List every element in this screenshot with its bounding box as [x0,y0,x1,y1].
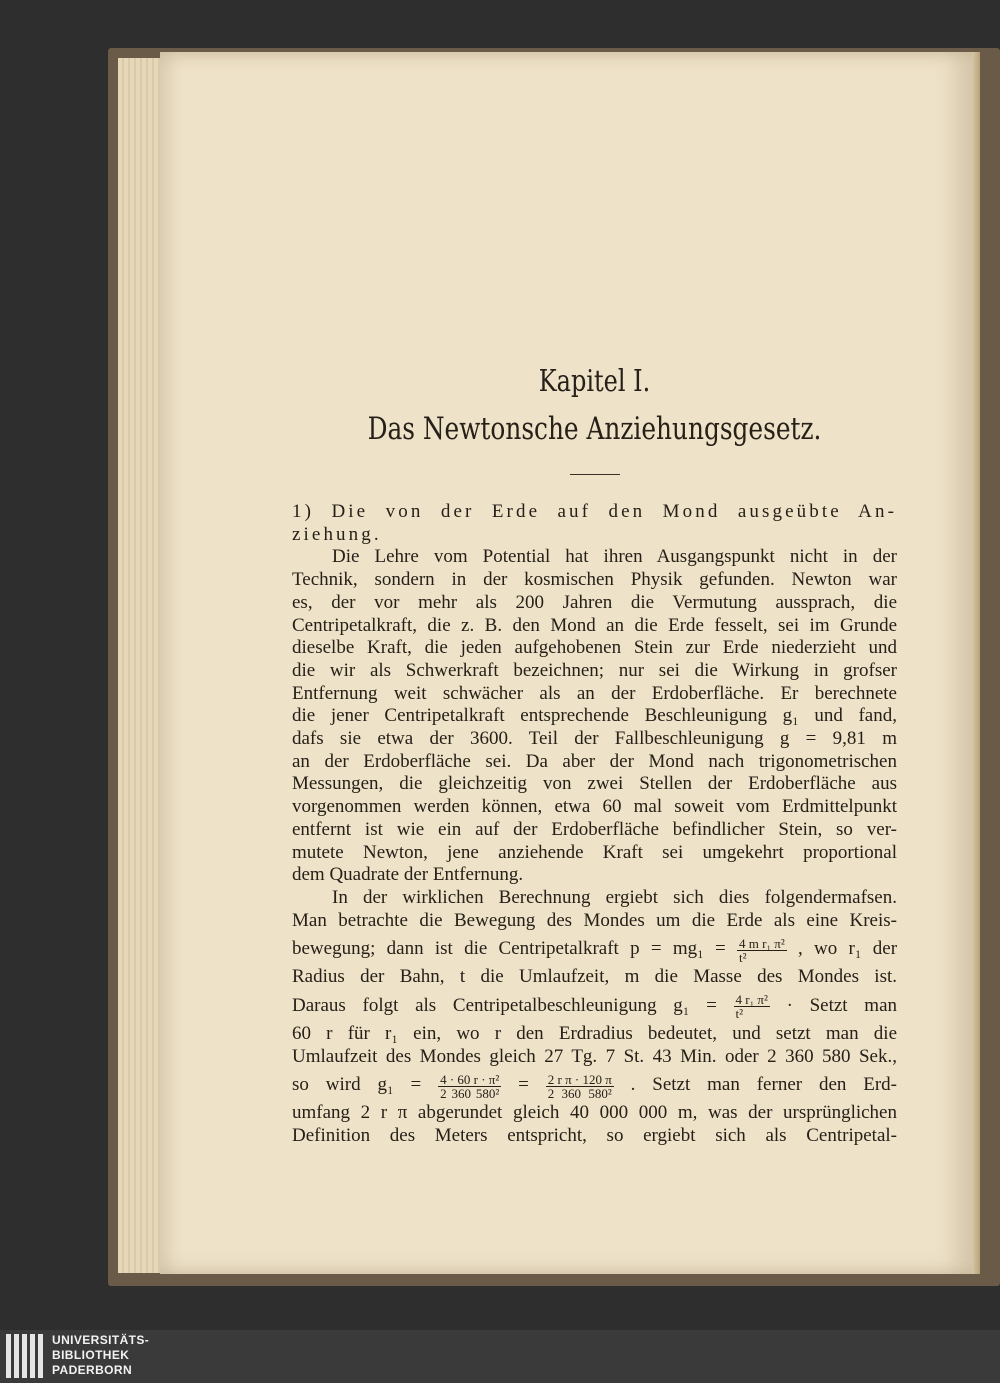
library-name-line: BIBLIOTHEK [52,1348,130,1362]
text-fragment: so wird g₁ = [292,1074,422,1096]
fraction-acceleration [734,993,770,1020]
text-line: Technik, sondern in der kosmischen Physik gefunden. Newton war [292,569,897,591]
text-line: an der Erdoberfläche sei. Da aber der Mond nach trigonometrischen [292,750,897,772]
text-line: Messungen, die gleichzeitig von zwei Stellen der Erdoberfläche aus [292,773,897,795]
section-heading [292,501,897,546]
fraction-denominator: t² [739,949,747,965]
page-gutter-shadow [972,52,980,1274]
text-line: Radius der Bahn, t die Umlaufzeit, m die Masse des Mondes ist. [292,966,897,988]
text-line: die jener Centripetalkraft entsprechende Beschleunigung g₁ und fand, [292,705,897,727]
equals-sign: = [518,1074,529,1096]
title-divider [570,474,620,475]
library-logo [6,1334,46,1378]
library-name-line: UNIVERSITÄTS- [52,1333,150,1347]
text-line: entfernt ist wie ein auf der Erdoberfläche befindlicher Stein, so ver- [292,818,897,840]
text-line: Entfernung weit schwächer als an der Erdoberfläche. Er berechnete [292,682,897,704]
fraction-denominator: 2 360 580² [547,1085,612,1101]
fraction-g1-first [438,1073,501,1100]
text-line: Definition des Meters entspricht, so ergiebt sich als Centripetal- [292,1125,897,1147]
fraction-force [737,937,787,964]
formula-line-g1 [292,1068,897,1102]
text-line: umfang 2 r π abgerundet gleich 40 000 000 m, was der ursprünglichen [292,1102,897,1124]
page-content [292,366,897,1148]
fraction-denominator: 2 360 580² [440,1085,500,1101]
text-fragment: · Setzt man [786,995,897,1017]
section-heading-line: ziehung. [292,523,382,545]
text-line: Man betrachte die Bewegung des Mondes um die Erde als eine Kreis- [292,909,897,931]
formula-line-centripetal-force [292,932,897,966]
text-fragment: bewegung; dann ist die Centripetalkraft p = mg₁ = [292,938,726,960]
section-heading-line: 1) Die von der Erde auf den Mond ausgeübte An- [292,501,897,522]
fraction-g1-second [546,1073,614,1100]
paragraph-newton-hypothesis [292,546,897,887]
text-line: Die Lehre vom Potential hat ihren Ausgangspunkt nicht in der [332,546,897,568]
fraction-numerator: 4 · 60 r · π² [440,1071,500,1087]
text-line: dafs sie etwa der 3600. Teil der Fallbeschleunigung g = 9,81 m [292,728,897,750]
fraction-numerator: 4 r₁ π² [735,992,768,1008]
fraction-numerator: 4 m r₁ π² [739,935,785,951]
text-line: dieselbe Kraft, die jeden aufgehobenen Stein zur Erde niederzieht und [292,637,897,659]
text-line: 60 r für r₁ ein, wo r den Erdradius bedeutet, und setzt man die [292,1023,897,1045]
text-line: die wir als Schwerkraft bezeichnen; nur sei die Wirkung in grofser [292,659,897,681]
library-name-line: PADERBORN [52,1363,133,1377]
chapter-title: Das Newtonsche Anziehungsgesetz. [367,411,822,447]
text-line: Umlaufzeit des Mondes gleich 27 Tg. 7 St. 43 Min. oder 2 360 580 Sek., [292,1045,897,1067]
text-line: Centripetalkraft, die z. B. den Mond an die Erde fesselt, sei im Grunde [292,614,897,636]
fraction-numerator: 2 r π · 120 π [547,1071,612,1087]
text-line: dem Quadrate der Entfernung. [292,864,524,886]
formula-line-acceleration [292,989,897,1023]
text-line: mutete Newton, jene anziehende Kraft sei umgekehrt proportional [292,841,897,863]
chapter-number: Kapitel I. [538,364,651,399]
library-footer [0,1330,1000,1383]
library-name [52,1333,149,1378]
text-line: es, der vor mehr als 200 Jahren die Vermutung aussprach, die [292,591,897,613]
text-fragment: Daraus folgt als Centripetalbeschleunigung g₁ = [292,995,717,1017]
text-fragment: , wo r₁ der [798,938,898,960]
text-line: In der wirklichen Berechnung ergiebt sich dies folgendermafsen. [332,886,897,908]
text-fragment: . Setzt man ferner den Erd- [630,1074,898,1096]
text-line: vorgenommen werden können, etwa 60 mal soweit vom Erdmittelpunkt [292,796,897,818]
paragraph-calculation [292,887,897,1148]
fraction-denominator: t² [735,1006,744,1022]
